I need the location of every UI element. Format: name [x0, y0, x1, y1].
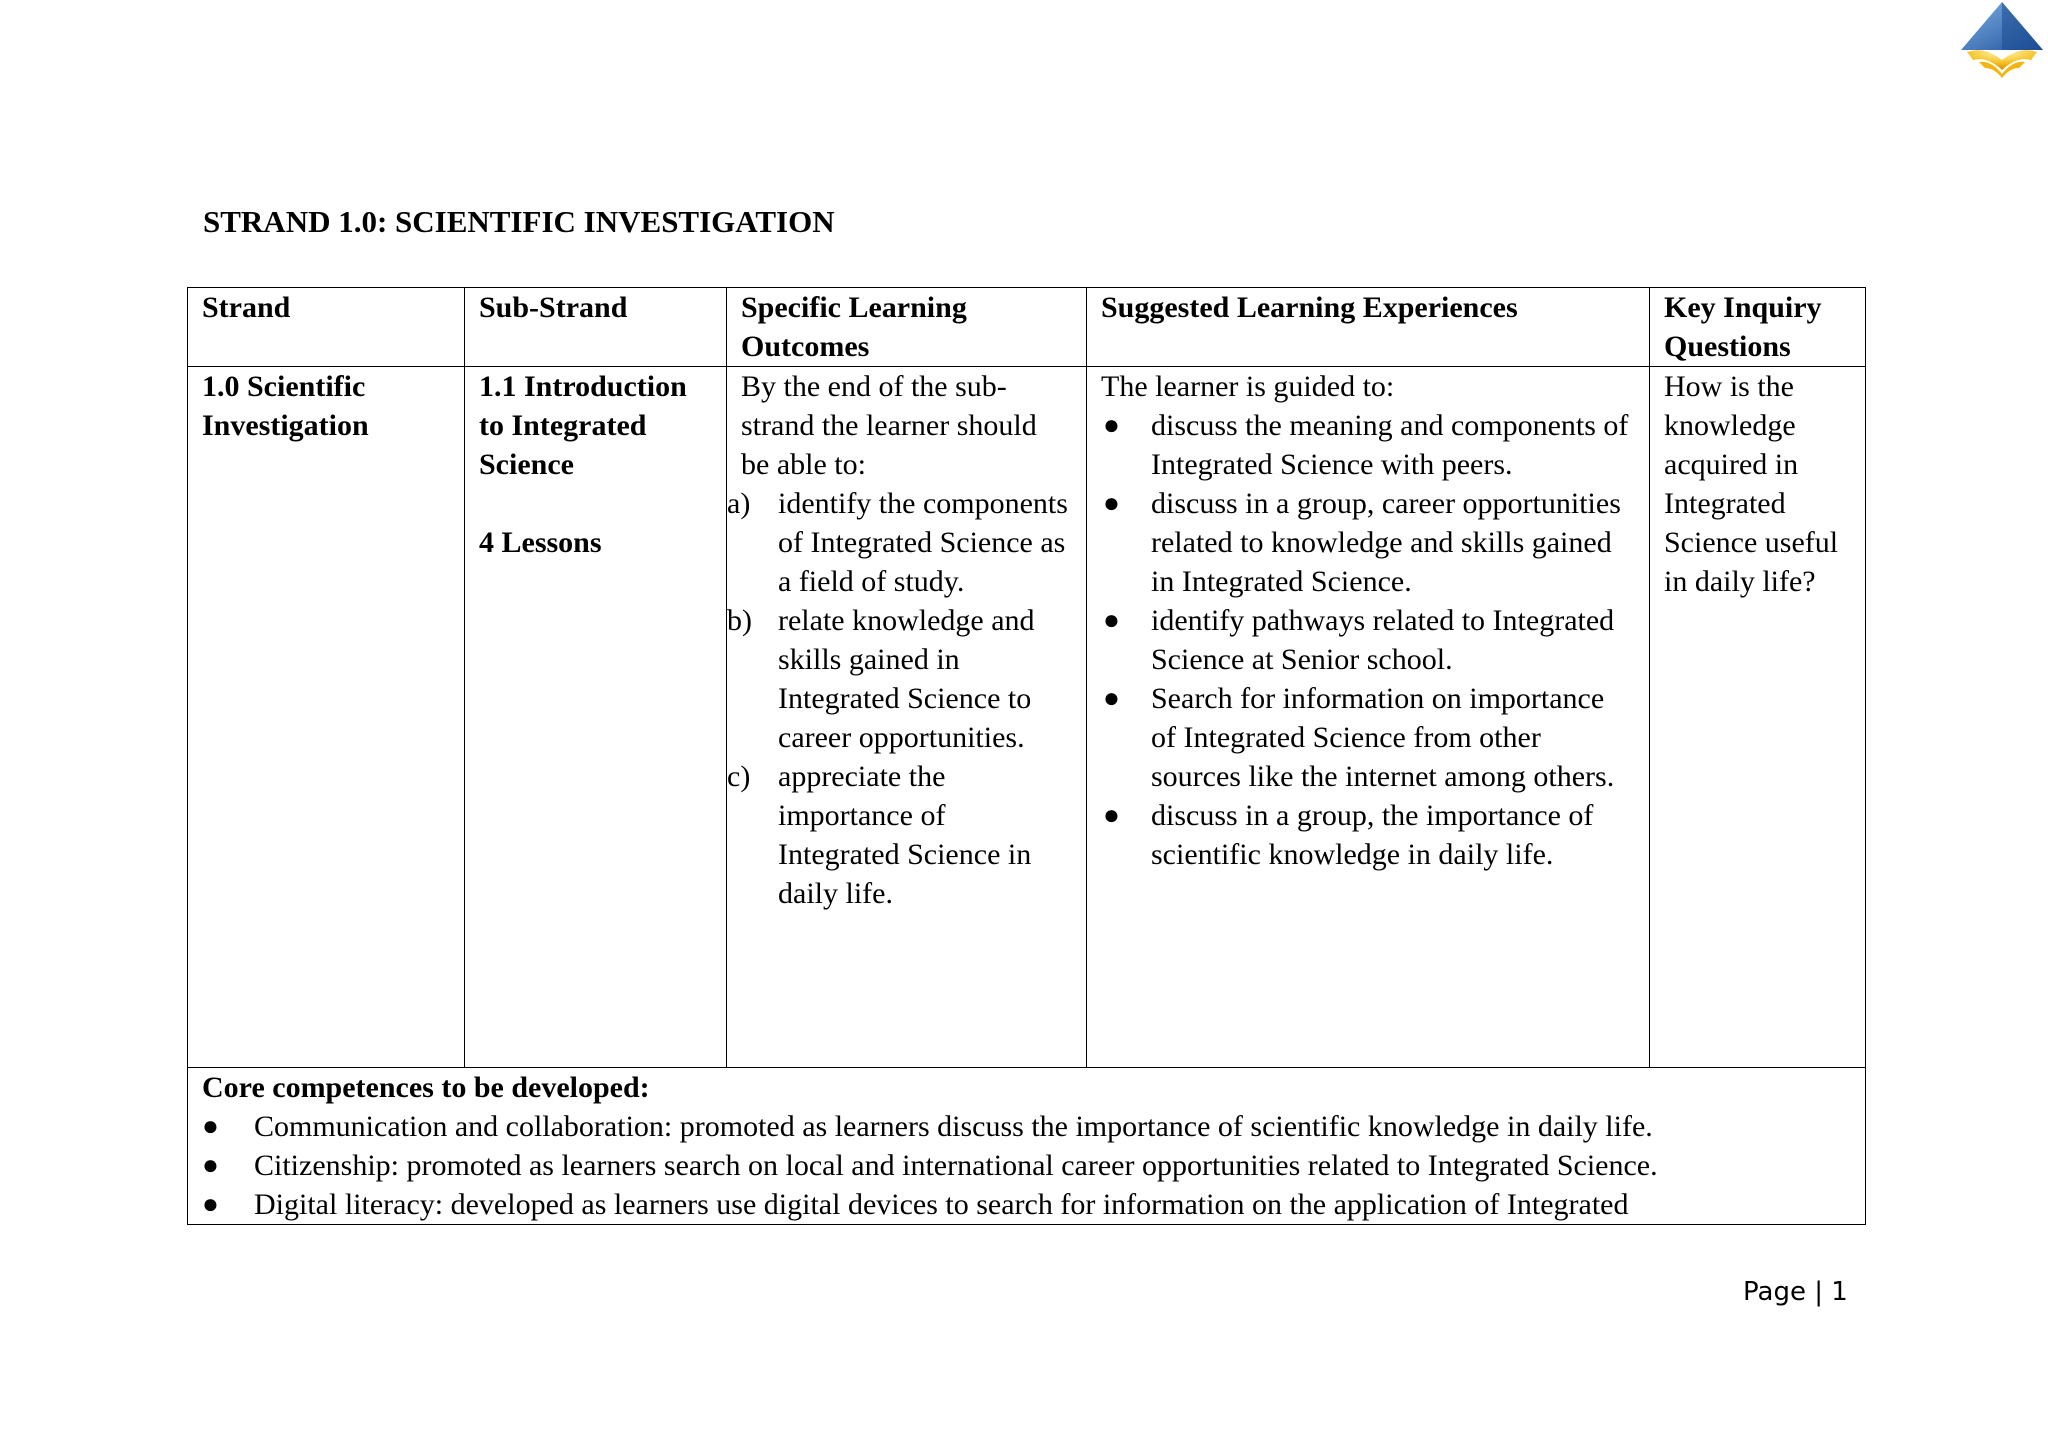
table-row — [188, 367, 1866, 1068]
list-item-text: Citizenship: promoted as learners search on local and international career opportunities related to Integrated Science. — [254, 1149, 1658, 1182]
header-key-inquiry-questions: Key Inquiry Questions — [1650, 288, 1866, 367]
list-item — [188, 1107, 1865, 1146]
bullet-icon: ● — [202, 1189, 219, 1220]
sub-strand-name: 1.1 Introduction to Integrated Science — [479, 370, 687, 481]
cell-core-competences — [188, 1068, 1866, 1225]
cell-key-inquiry-questions — [1650, 367, 1866, 1068]
list-item-text: identify pathways related to Integrated Science at Senior school. — [1151, 604, 1615, 676]
inquiry-question: How is the knowledge acquired in Integrated Science useful in daily life? — [1664, 370, 1839, 598]
cell-sub-strand — [465, 367, 727, 1068]
bullet-icon: ● — [1103, 683, 1120, 714]
list-item — [727, 757, 1072, 913]
list-marker: c) — [727, 760, 751, 793]
pyramid-book-logo-icon — [1955, 0, 2048, 80]
list-item — [727, 484, 1072, 601]
list-item-text: discuss in a group, the importance of scientific knowledge in daily life. — [1151, 799, 1594, 871]
bullet-icon: ● — [1103, 605, 1120, 636]
strand-name: 1.0 Scientific Investigation — [202, 370, 369, 442]
list-item-text: Communication and collaboration: promoted as learners discuss the importance of scientific knowledge in daily life. — [254, 1110, 1653, 1143]
list-item — [1101, 796, 1635, 874]
list-item — [1101, 484, 1635, 601]
outcomes-intro: By the end of the sub-strand the learner should be able to: — [741, 370, 1037, 481]
bullet-icon: ● — [202, 1111, 219, 1142]
experiences-list — [1101, 406, 1635, 874]
list-item-text: Search for information on importance of Integrated Science from other sources like the internet among others. — [1151, 682, 1615, 793]
cell-strand — [188, 367, 465, 1068]
list-marker: a) — [727, 487, 751, 520]
core-competences-list — [188, 1107, 1865, 1224]
outcomes-list — [727, 484, 1072, 913]
bullet-icon: ● — [1103, 800, 1120, 831]
list-item-text: Digital literacy: developed as learners use digital devices to search for information on the application of Integrated — [254, 1188, 1629, 1221]
cell-specific-learning-outcomes — [727, 367, 1087, 1068]
bullet-icon: ● — [1103, 410, 1120, 441]
list-item-text: discuss the meaning and components of Integrated Science with peers. — [1151, 409, 1629, 481]
strand-heading: STRAND 1.0: SCIENTIFIC INVESTIGATION — [203, 204, 835, 239]
list-marker: b) — [727, 604, 752, 637]
list-item-text: appreciate the importance of Integrated Science in daily life. — [778, 760, 1032, 910]
list-item — [1101, 601, 1635, 679]
list-item — [1101, 679, 1635, 796]
header-sub-strand: Sub-Strand — [465, 288, 727, 367]
core-competences-row — [188, 1068, 1866, 1225]
list-item — [1101, 406, 1635, 484]
list-item-text: discuss in a group, career opportunities related to knowledge and skills gained in Integrated Science. — [1151, 487, 1621, 598]
cell-suggested-learning-experiences — [1087, 367, 1650, 1068]
page-number: Page | 1 — [1743, 1277, 1848, 1307]
header-specific-learning-outcomes: Specific Learning Outcomes — [727, 288, 1087, 367]
list-item — [188, 1146, 1865, 1185]
table-header-row — [188, 288, 1866, 367]
list-item-text: relate knowledge and skills gained in Integrated Science to career opportunities. — [778, 604, 1035, 754]
header-suggested-learning-experiences: Suggested Learning Experiences — [1087, 288, 1650, 367]
list-item-text: identify the components of Integrated Science as a field of study. — [778, 487, 1068, 598]
bullet-icon: ● — [202, 1150, 219, 1181]
bullet-icon: ● — [1103, 488, 1120, 519]
list-item — [727, 601, 1072, 757]
curriculum-table — [187, 287, 1866, 1225]
header-strand: Strand — [188, 288, 465, 367]
experiences-intro: The learner is guided to: — [1101, 370, 1395, 403]
lesson-count: 4 Lessons — [479, 526, 602, 559]
core-competences-title: Core competences to be developed: — [202, 1071, 650, 1104]
list-item — [188, 1185, 1865, 1224]
